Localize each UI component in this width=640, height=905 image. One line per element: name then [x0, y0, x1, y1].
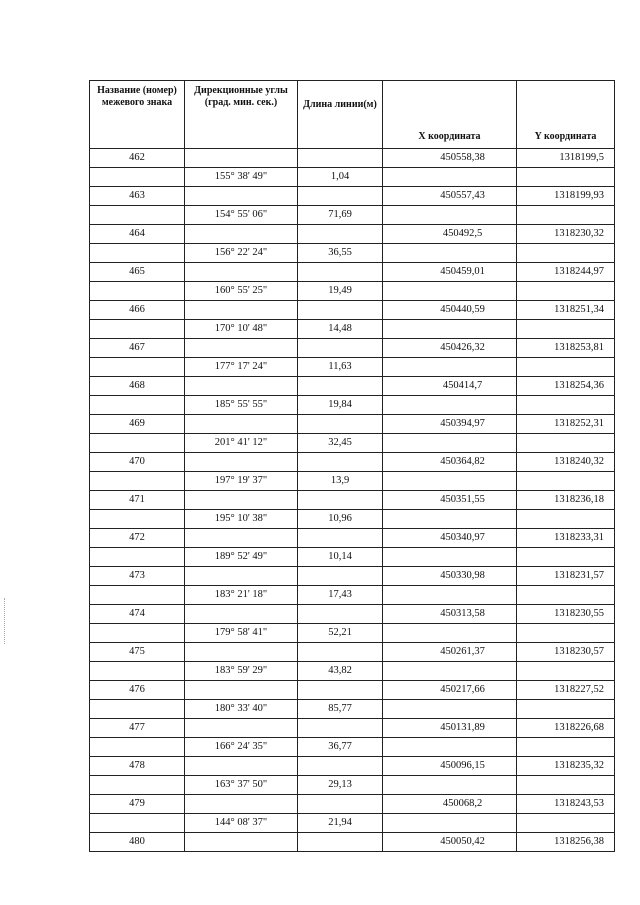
marker-name-cell [90, 282, 185, 301]
table-row [90, 168, 615, 187]
table-row [90, 814, 615, 833]
direction-angle-cell [185, 149, 298, 168]
table-row [90, 320, 615, 339]
table-row [90, 529, 615, 548]
y-coordinate-cell [517, 700, 615, 719]
table-row [90, 776, 615, 795]
table-row [90, 719, 615, 738]
table-row [90, 624, 615, 643]
table-row [90, 491, 615, 510]
x-coordinate-cell [383, 358, 517, 377]
line-length-cell: 85,77 [298, 700, 383, 719]
x-coordinate-cell [383, 624, 517, 643]
line-length-cell: 32,45 [298, 434, 383, 453]
y-coordinate-cell: 1318199,5 [517, 149, 615, 168]
line-length-cell: 29,13 [298, 776, 383, 795]
y-coordinate-cell [517, 396, 615, 415]
marker-name-cell: 467 [90, 339, 185, 358]
line-length-cell: 36,77 [298, 738, 383, 757]
table-row [90, 415, 615, 434]
direction-angle-cell: 160° 55' 25" [185, 282, 298, 301]
marker-name-cell [90, 168, 185, 187]
y-coordinate-cell: 1318251,34 [517, 301, 615, 320]
line-length-cell [298, 453, 383, 472]
direction-angle-cell [185, 567, 298, 586]
marker-name-cell: 462 [90, 149, 185, 168]
header-marker-name: Название (номер) межевого знака [90, 81, 185, 149]
marker-name-cell: 470 [90, 453, 185, 472]
y-coordinate-cell: 1318254,36 [517, 377, 615, 396]
table-row [90, 358, 615, 377]
x-coordinate-cell [383, 738, 517, 757]
header-direction-angle: Дирекционные углы (град. мин. сек.) [185, 81, 298, 149]
marker-name-cell: 465 [90, 263, 185, 282]
y-coordinate-cell: 1318236,18 [517, 491, 615, 510]
y-coordinate-cell [517, 738, 615, 757]
marker-name-cell [90, 586, 185, 605]
direction-angle-cell [185, 719, 298, 738]
line-length-cell [298, 187, 383, 206]
direction-angle-cell: 183° 59' 29" [185, 662, 298, 681]
marker-name-cell [90, 738, 185, 757]
direction-angle-cell: 195° 10' 38" [185, 510, 298, 529]
boundary-coordinates-table [89, 80, 615, 852]
table-row [90, 244, 615, 263]
y-coordinate-cell: 1318230,57 [517, 643, 615, 662]
x-coordinate-cell: 450340,97 [383, 529, 517, 548]
direction-angle-cell: 201° 41' 12" [185, 434, 298, 453]
line-length-cell: 13,9 [298, 472, 383, 491]
marker-name-cell [90, 548, 185, 567]
x-coordinate-cell [383, 776, 517, 795]
y-coordinate-cell [517, 472, 615, 491]
line-length-cell [298, 339, 383, 358]
table-row [90, 833, 615, 852]
direction-angle-cell: 163° 37' 50" [185, 776, 298, 795]
x-coordinate-cell [383, 434, 517, 453]
y-coordinate-cell: 1318240,32 [517, 453, 615, 472]
x-coordinate-cell [383, 282, 517, 301]
x-coordinate-cell [383, 814, 517, 833]
marker-name-cell [90, 206, 185, 225]
y-coordinate-cell [517, 548, 615, 567]
marker-name-cell: 464 [90, 225, 185, 244]
margin-mark [4, 598, 7, 644]
y-coordinate-cell: 1318252,31 [517, 415, 615, 434]
marker-name-cell [90, 700, 185, 719]
y-coordinate-cell [517, 510, 615, 529]
direction-angle-cell [185, 263, 298, 282]
y-coordinate-cell: 1318231,57 [517, 567, 615, 586]
table-row [90, 662, 615, 681]
marker-name-cell [90, 510, 185, 529]
line-length-cell: 43,82 [298, 662, 383, 681]
x-coordinate-cell: 450394,97 [383, 415, 517, 434]
direction-angle-cell [185, 529, 298, 548]
marker-name-cell [90, 814, 185, 833]
line-length-cell [298, 757, 383, 776]
direction-angle-cell: 189° 52' 49" [185, 548, 298, 567]
y-coordinate-cell: 1318199,93 [517, 187, 615, 206]
direction-angle-cell [185, 301, 298, 320]
table-row [90, 681, 615, 700]
marker-name-cell: 475 [90, 643, 185, 662]
y-coordinate-cell: 1318226,68 [517, 719, 615, 738]
x-coordinate-cell: 450459,01 [383, 263, 517, 282]
direction-angle-cell: 154° 55' 06" [185, 206, 298, 225]
y-coordinate-cell: 1318230,32 [517, 225, 615, 244]
table-row [90, 149, 615, 168]
line-length-cell [298, 681, 383, 700]
x-coordinate-cell [383, 662, 517, 681]
direction-angle-cell [185, 415, 298, 434]
line-length-cell [298, 605, 383, 624]
header-y-coordinate: Y координата [517, 81, 615, 149]
table-row [90, 795, 615, 814]
line-length-cell: 1,04 [298, 168, 383, 187]
x-coordinate-cell [383, 510, 517, 529]
table-row [90, 263, 615, 282]
direction-angle-cell: 197° 19' 37" [185, 472, 298, 491]
table-row [90, 453, 615, 472]
y-coordinate-cell [517, 320, 615, 339]
x-coordinate-cell [383, 168, 517, 187]
x-coordinate-cell: 450351,55 [383, 491, 517, 510]
line-length-cell [298, 567, 383, 586]
x-coordinate-cell [383, 206, 517, 225]
direction-angle-cell [185, 187, 298, 206]
y-coordinate-cell [517, 206, 615, 225]
y-coordinate-cell: 1318253,81 [517, 339, 615, 358]
line-length-cell [298, 263, 383, 282]
direction-angle-cell [185, 339, 298, 358]
line-length-cell [298, 643, 383, 662]
marker-name-cell [90, 320, 185, 339]
y-coordinate-cell: 1318233,31 [517, 529, 615, 548]
x-coordinate-cell: 450492,5 [383, 225, 517, 244]
table-row [90, 548, 615, 567]
x-coordinate-cell: 450050,42 [383, 833, 517, 852]
marker-name-cell [90, 472, 185, 491]
direction-angle-cell: 155° 38' 49" [185, 168, 298, 187]
line-length-cell [298, 301, 383, 320]
x-coordinate-cell [383, 320, 517, 339]
direction-angle-cell: 179° 58' 41" [185, 624, 298, 643]
table-row [90, 700, 615, 719]
y-coordinate-cell [517, 168, 615, 187]
marker-name-cell: 478 [90, 757, 185, 776]
marker-name-cell: 472 [90, 529, 185, 548]
marker-name-cell: 479 [90, 795, 185, 814]
line-length-cell: 10,96 [298, 510, 383, 529]
direction-angle-cell [185, 491, 298, 510]
direction-angle-cell: 166° 24' 35" [185, 738, 298, 757]
direction-angle-cell [185, 795, 298, 814]
x-coordinate-cell: 450313,58 [383, 605, 517, 624]
marker-name-cell [90, 624, 185, 643]
marker-name-cell: 477 [90, 719, 185, 738]
y-coordinate-cell [517, 282, 615, 301]
line-length-cell: 10,14 [298, 548, 383, 567]
y-coordinate-cell [517, 776, 615, 795]
table-row [90, 472, 615, 491]
y-coordinate-cell [517, 662, 615, 681]
y-coordinate-cell: 1318244,97 [517, 263, 615, 282]
table-header-row [90, 81, 615, 149]
header-line-length: Длина линии(м) [298, 81, 383, 149]
direction-angle-cell: 180° 33' 40" [185, 700, 298, 719]
table-row [90, 586, 615, 605]
line-length-cell: 19,84 [298, 396, 383, 415]
y-coordinate-cell [517, 814, 615, 833]
direction-angle-cell: 156° 22' 24" [185, 244, 298, 263]
line-length-cell [298, 491, 383, 510]
x-coordinate-cell [383, 244, 517, 263]
table-row [90, 396, 615, 415]
line-length-cell: 21,94 [298, 814, 383, 833]
marker-name-cell [90, 662, 185, 681]
marker-name-cell: 476 [90, 681, 185, 700]
direction-angle-cell: 144° 08' 37" [185, 814, 298, 833]
y-coordinate-cell [517, 358, 615, 377]
marker-name-cell [90, 434, 185, 453]
marker-name-cell [90, 358, 185, 377]
line-length-cell [298, 149, 383, 168]
line-length-cell [298, 377, 383, 396]
x-coordinate-cell [383, 396, 517, 415]
table-row [90, 434, 615, 453]
y-coordinate-cell: 1318235,32 [517, 757, 615, 776]
x-coordinate-cell: 450330,98 [383, 567, 517, 586]
table-row [90, 377, 615, 396]
line-length-cell [298, 529, 383, 548]
y-coordinate-cell: 1318227,52 [517, 681, 615, 700]
marker-name-cell [90, 776, 185, 795]
y-coordinate-cell [517, 244, 615, 263]
table-row [90, 567, 615, 586]
marker-name-cell [90, 396, 185, 415]
marker-name-cell: 469 [90, 415, 185, 434]
x-coordinate-cell [383, 700, 517, 719]
x-coordinate-cell [383, 586, 517, 605]
x-coordinate-cell: 450261,37 [383, 643, 517, 662]
table-row [90, 301, 615, 320]
direction-angle-cell [185, 681, 298, 700]
y-coordinate-cell: 1318230,55 [517, 605, 615, 624]
line-length-cell [298, 415, 383, 434]
x-coordinate-cell [383, 472, 517, 491]
table-row [90, 510, 615, 529]
marker-name-cell [90, 244, 185, 263]
marker-name-cell: 463 [90, 187, 185, 206]
table-row [90, 282, 615, 301]
table-row [90, 605, 615, 624]
table-row [90, 339, 615, 358]
direction-angle-cell [185, 377, 298, 396]
x-coordinate-cell: 450426,32 [383, 339, 517, 358]
y-coordinate-cell: 1318256,38 [517, 833, 615, 852]
direction-angle-cell: 185° 55' 55" [185, 396, 298, 415]
x-coordinate-cell: 450068,2 [383, 795, 517, 814]
x-coordinate-cell: 450558,38 [383, 149, 517, 168]
direction-angle-cell: 170° 10' 48" [185, 320, 298, 339]
line-length-cell: 11,63 [298, 358, 383, 377]
line-length-cell [298, 795, 383, 814]
direction-angle-cell [185, 833, 298, 852]
x-coordinate-cell: 450364,82 [383, 453, 517, 472]
line-length-cell [298, 225, 383, 244]
marker-name-cell: 468 [90, 377, 185, 396]
table-row [90, 206, 615, 225]
direction-angle-cell: 177° 17' 24" [185, 358, 298, 377]
line-length-cell [298, 719, 383, 738]
line-length-cell: 14,48 [298, 320, 383, 339]
x-coordinate-cell: 450440,59 [383, 301, 517, 320]
y-coordinate-cell [517, 624, 615, 643]
table-row [90, 757, 615, 776]
line-length-cell: 17,43 [298, 586, 383, 605]
line-length-cell: 71,69 [298, 206, 383, 225]
x-coordinate-cell: 450557,43 [383, 187, 517, 206]
table-row [90, 225, 615, 244]
y-coordinate-cell: 1318243,53 [517, 795, 615, 814]
x-coordinate-cell: 450096,15 [383, 757, 517, 776]
table-row [90, 738, 615, 757]
y-coordinate-cell [517, 586, 615, 605]
marker-name-cell: 471 [90, 491, 185, 510]
x-coordinate-cell: 450414,7 [383, 377, 517, 396]
direction-angle-cell [185, 605, 298, 624]
header-x-coordinate: X координата [383, 81, 517, 149]
direction-angle-cell [185, 757, 298, 776]
x-coordinate-cell [383, 548, 517, 567]
line-length-cell [298, 833, 383, 852]
marker-name-cell: 473 [90, 567, 185, 586]
line-length-cell: 36,55 [298, 244, 383, 263]
line-length-cell: 19,49 [298, 282, 383, 301]
direction-angle-cell [185, 643, 298, 662]
direction-angle-cell [185, 225, 298, 244]
x-coordinate-cell: 450131,89 [383, 719, 517, 738]
marker-name-cell: 480 [90, 833, 185, 852]
table-row [90, 187, 615, 206]
line-length-cell: 52,21 [298, 624, 383, 643]
x-coordinate-cell: 450217,66 [383, 681, 517, 700]
direction-angle-cell [185, 453, 298, 472]
marker-name-cell: 474 [90, 605, 185, 624]
table-row [90, 643, 615, 662]
marker-name-cell: 466 [90, 301, 185, 320]
direction-angle-cell: 183° 21' 18" [185, 586, 298, 605]
y-coordinate-cell [517, 434, 615, 453]
